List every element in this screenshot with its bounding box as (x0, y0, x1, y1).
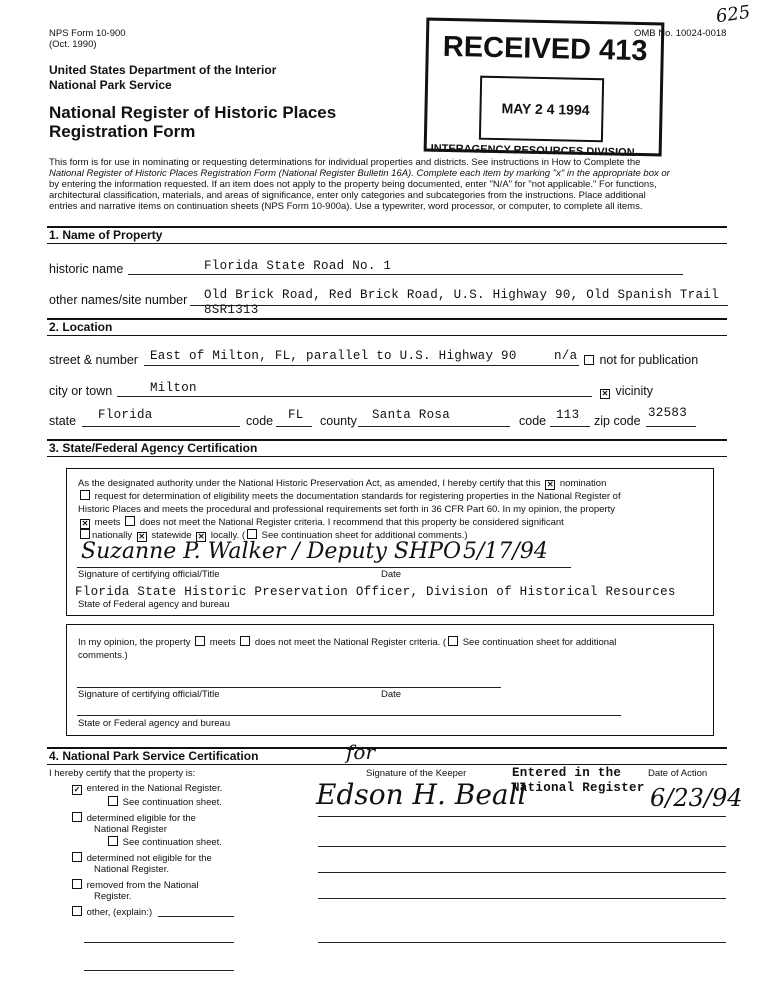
det-not-label-2: National Register. (94, 864, 169, 875)
nomination-checkbox[interactable]: ✕ (546, 480, 554, 489)
locally-checkbox[interactable]: ✕ (197, 532, 205, 541)
state-value[interactable]: Florida (98, 408, 153, 422)
section1-heading: 1. Name of Property (49, 228, 163, 242)
zip-label: zip code (594, 414, 641, 428)
state-code-label: code (246, 414, 274, 428)
other-names-line (190, 305, 728, 306)
stamp-received: RECEIVED 413 (442, 30, 648, 68)
not-for-pub-checkbox[interactable] (584, 355, 594, 365)
det-eligible-checkbox[interactable] (72, 812, 82, 822)
county-value[interactable]: Santa Rosa (372, 408, 451, 422)
historic-name-label: historic name (49, 262, 124, 276)
removed-label: removed from the National (86, 880, 199, 891)
stamp-date-box (479, 76, 604, 143)
keeper-for-mark: for (346, 740, 376, 764)
det-not-option[interactable] (70, 852, 212, 864)
meets-checkbox[interactable]: ✕ (81, 519, 89, 528)
cert-text: request for determination of eligibility meets the documentation standards for registering properties in the National Register of (94, 491, 621, 502)
historic-name-value[interactable]: Florida State Road No. 1 (204, 259, 392, 273)
det-eligible-label-2: National Register (94, 824, 167, 835)
action-label: Date of Action (648, 768, 708, 779)
opinion-text-part: meets (209, 637, 236, 648)
department: United States Department of the Interior (49, 63, 277, 77)
action-date: 6/23/94 (650, 784, 743, 812)
cert-text: meets (94, 517, 121, 528)
other-names-value[interactable]: Old Brick Road, Red Brick Road, U.S. Highway 90, Old Spanish Trail (204, 288, 719, 302)
det-not-label: determined not eligible for the (86, 853, 212, 864)
street-line (144, 365, 579, 366)
cert-text: does not meet the National Register criteria. I recommend that this property be considered significant (139, 517, 564, 528)
certifying-date: 5/17/94 (463, 539, 548, 564)
omb-number: OMB No. 10024-0018 (634, 28, 727, 39)
keeper-line (318, 898, 726, 899)
other-label: other, (explain:) (86, 907, 153, 918)
state-label: state (49, 414, 77, 428)
state-code-value[interactable]: FL (288, 408, 304, 422)
city-value[interactable]: Milton (150, 381, 197, 395)
det-eligible-label: determined eligible for the (86, 813, 196, 824)
vicinity-checkbox[interactable]: ✕ (601, 389, 609, 398)
other-line (158, 916, 234, 917)
site-number-value[interactable]: 8SR1313 (204, 303, 259, 317)
not-for-pub-label: not for publication (599, 353, 699, 367)
intro-text (49, 157, 729, 212)
zip-value[interactable]: 32583 (648, 406, 688, 420)
form-date: (Oct. 1990) (49, 39, 97, 50)
county-label: county (320, 414, 357, 428)
section-rule (47, 318, 727, 320)
signature-line (77, 687, 501, 688)
certification-text (78, 477, 710, 542)
not-for-pub-value: n/a (554, 349, 578, 363)
see-cont-label-2: See continuation sheet. (122, 837, 222, 848)
section-rule (47, 764, 727, 765)
opinion-continuation-checkbox[interactable] (448, 636, 458, 646)
does-not-meet-checkbox[interactable] (125, 516, 135, 526)
other-option[interactable] (70, 906, 152, 918)
entered-note-2: National Register (512, 781, 645, 795)
opinion-text-part: comments.) (78, 650, 128, 661)
historic-name-line (128, 274, 683, 275)
cert-text: As the designated authority under the National Historic Preservation Act, as amended, I hereby certify that this (78, 478, 541, 489)
city-line (117, 396, 592, 397)
county-code-line (550, 426, 590, 427)
opinion-text (78, 636, 698, 662)
stamp-date: MAY 2 4 1994 (501, 100, 590, 118)
form-title-line2: Registration Form (49, 122, 196, 141)
intro-line: entries and narrative items on continuation sheets (NPS Form 10-900a). Use a typewriter, word processor, or computer, to complete all items. (49, 201, 643, 212)
see-cont-checkbox-2[interactable] (108, 836, 118, 846)
city-label: city or town (49, 384, 113, 398)
opinion-text-part: does not meet the National Register criteria. ( (254, 637, 447, 648)
cert-text: Historic Places and meets the procedural and professional requirements set forth in 36 CFR Part 60. In my opinion, the property (78, 504, 616, 515)
county-code-value[interactable]: 113 (556, 408, 580, 422)
agency-value[interactable]: Florida State Historic Preservation Officer, Division of Historical Resources (75, 585, 676, 599)
removed-label-2: Register. (94, 891, 132, 902)
keeper-line (318, 816, 726, 817)
other-line (84, 942, 234, 943)
not-for-pub-field[interactable] (582, 353, 698, 367)
entered-checkbox[interactable]: ✓ (73, 785, 81, 794)
certify-text: I hereby certify that the property is: (49, 768, 196, 779)
cert-text: statewide (151, 530, 192, 541)
det-eligible-option[interactable] (70, 812, 196, 824)
statewide-checkbox[interactable]: ✕ (138, 532, 146, 541)
keeper-line (318, 872, 726, 873)
see-cont-option[interactable] (106, 796, 222, 808)
cert-text: nationally (92, 530, 133, 541)
county-line (358, 426, 510, 427)
continuation-checkbox[interactable] (247, 529, 257, 539)
corner-handwritten-mark: 625 (714, 1, 752, 28)
signature-label-2: Signature of certifying official/Title (78, 689, 220, 700)
intro-line: architectural classification, materials, and areas of significance, enter only categories and subcategories from the instructions. Place additional (49, 190, 646, 201)
certifying-signature: Suzanne P. Walker / Deputy SHPO (81, 539, 462, 564)
intro-line: by entering the information requested. If an item does not apply to the property being documented, enter "N/A" for "not applicable." For functions, (49, 179, 657, 190)
county-code-label: code (519, 414, 547, 428)
intro-line: This form is for use in nominating or requesting determinations for individual properties and districts. See instructions in How to Complete the (49, 157, 641, 168)
keeper-line (318, 846, 726, 847)
other-names-label: other names/site number (49, 293, 188, 307)
agency-label-2: State or Federal agency and bureau (78, 718, 231, 729)
zip-line (646, 426, 696, 427)
signature-line (77, 567, 571, 568)
agency-label: State of Federal agency and bureau (78, 599, 230, 610)
section-rule (47, 243, 727, 244)
keeper-signature: Edson H. Beall (316, 778, 527, 811)
signature-label: Signature of certifying official/Title (78, 569, 220, 580)
form-number: NPS Form 10-900 (49, 28, 126, 39)
street-label: street & number (49, 353, 138, 367)
opinion-text-part: See continuation sheet for additional (462, 637, 617, 648)
entered-note-1: Entered in the (512, 766, 622, 780)
state-certification-box (66, 468, 714, 616)
opinion-does-not-meet-checkbox[interactable] (240, 636, 250, 646)
section4-heading: 4. National Park Service Certification (49, 749, 259, 763)
received-stamp (424, 18, 665, 157)
section2-heading: 2. Location (49, 320, 113, 334)
entered-option[interactable] (70, 783, 222, 795)
det-not-checkbox[interactable] (72, 852, 82, 862)
section-rule (47, 456, 727, 457)
opinion-meets-checkbox[interactable] (195, 636, 205, 646)
see-cont-checkbox[interactable] (108, 796, 118, 806)
section-rule (47, 335, 727, 336)
vicinity-label: vicinity (615, 384, 653, 398)
date-label: Date (381, 569, 402, 580)
street-value[interactable]: East of Milton, FL, parallel to U.S. Highway 90 (150, 349, 517, 363)
state-code-line (276, 426, 312, 427)
intro-line: National Register of Historic Places Registration Form (National Register Bulletin 16A). Complete each item by marking "x" in the appropriate box or (49, 168, 670, 179)
stamp-division: INTERAGENCY RESOURCES DIVISION (430, 142, 635, 159)
entered-label: entered in the National Register. (86, 783, 223, 794)
removed-checkbox[interactable] (72, 879, 82, 889)
state-line (82, 426, 240, 427)
service-name: National Park Service (49, 78, 172, 92)
cert-text: nomination (559, 478, 607, 489)
other-line (84, 970, 234, 971)
agency-line-2 (77, 715, 621, 716)
form-title-line1: National Register of Historic Places (49, 103, 337, 122)
opinion-text-part: In my opinion, the property (78, 637, 191, 648)
vicinity-field[interactable] (598, 384, 653, 399)
keeper-line (318, 942, 726, 943)
see-cont-option-2[interactable] (106, 836, 222, 848)
cert-text: locally. ( (210, 530, 245, 541)
removed-option[interactable] (70, 879, 199, 891)
see-cont-label: See continuation sheet. (122, 797, 222, 808)
section3-heading: 3. State/Federal Agency Certification (49, 441, 258, 455)
other-checkbox[interactable] (72, 906, 82, 916)
nationally-checkbox[interactable] (80, 529, 90, 539)
cert-text: See continuation sheet for additional comments.) (261, 530, 468, 541)
opinion-box (66, 624, 714, 736)
keeper-label: Signature of the Keeper (366, 768, 467, 779)
request-checkbox[interactable] (80, 490, 90, 500)
date-label-2: Date (381, 689, 402, 700)
